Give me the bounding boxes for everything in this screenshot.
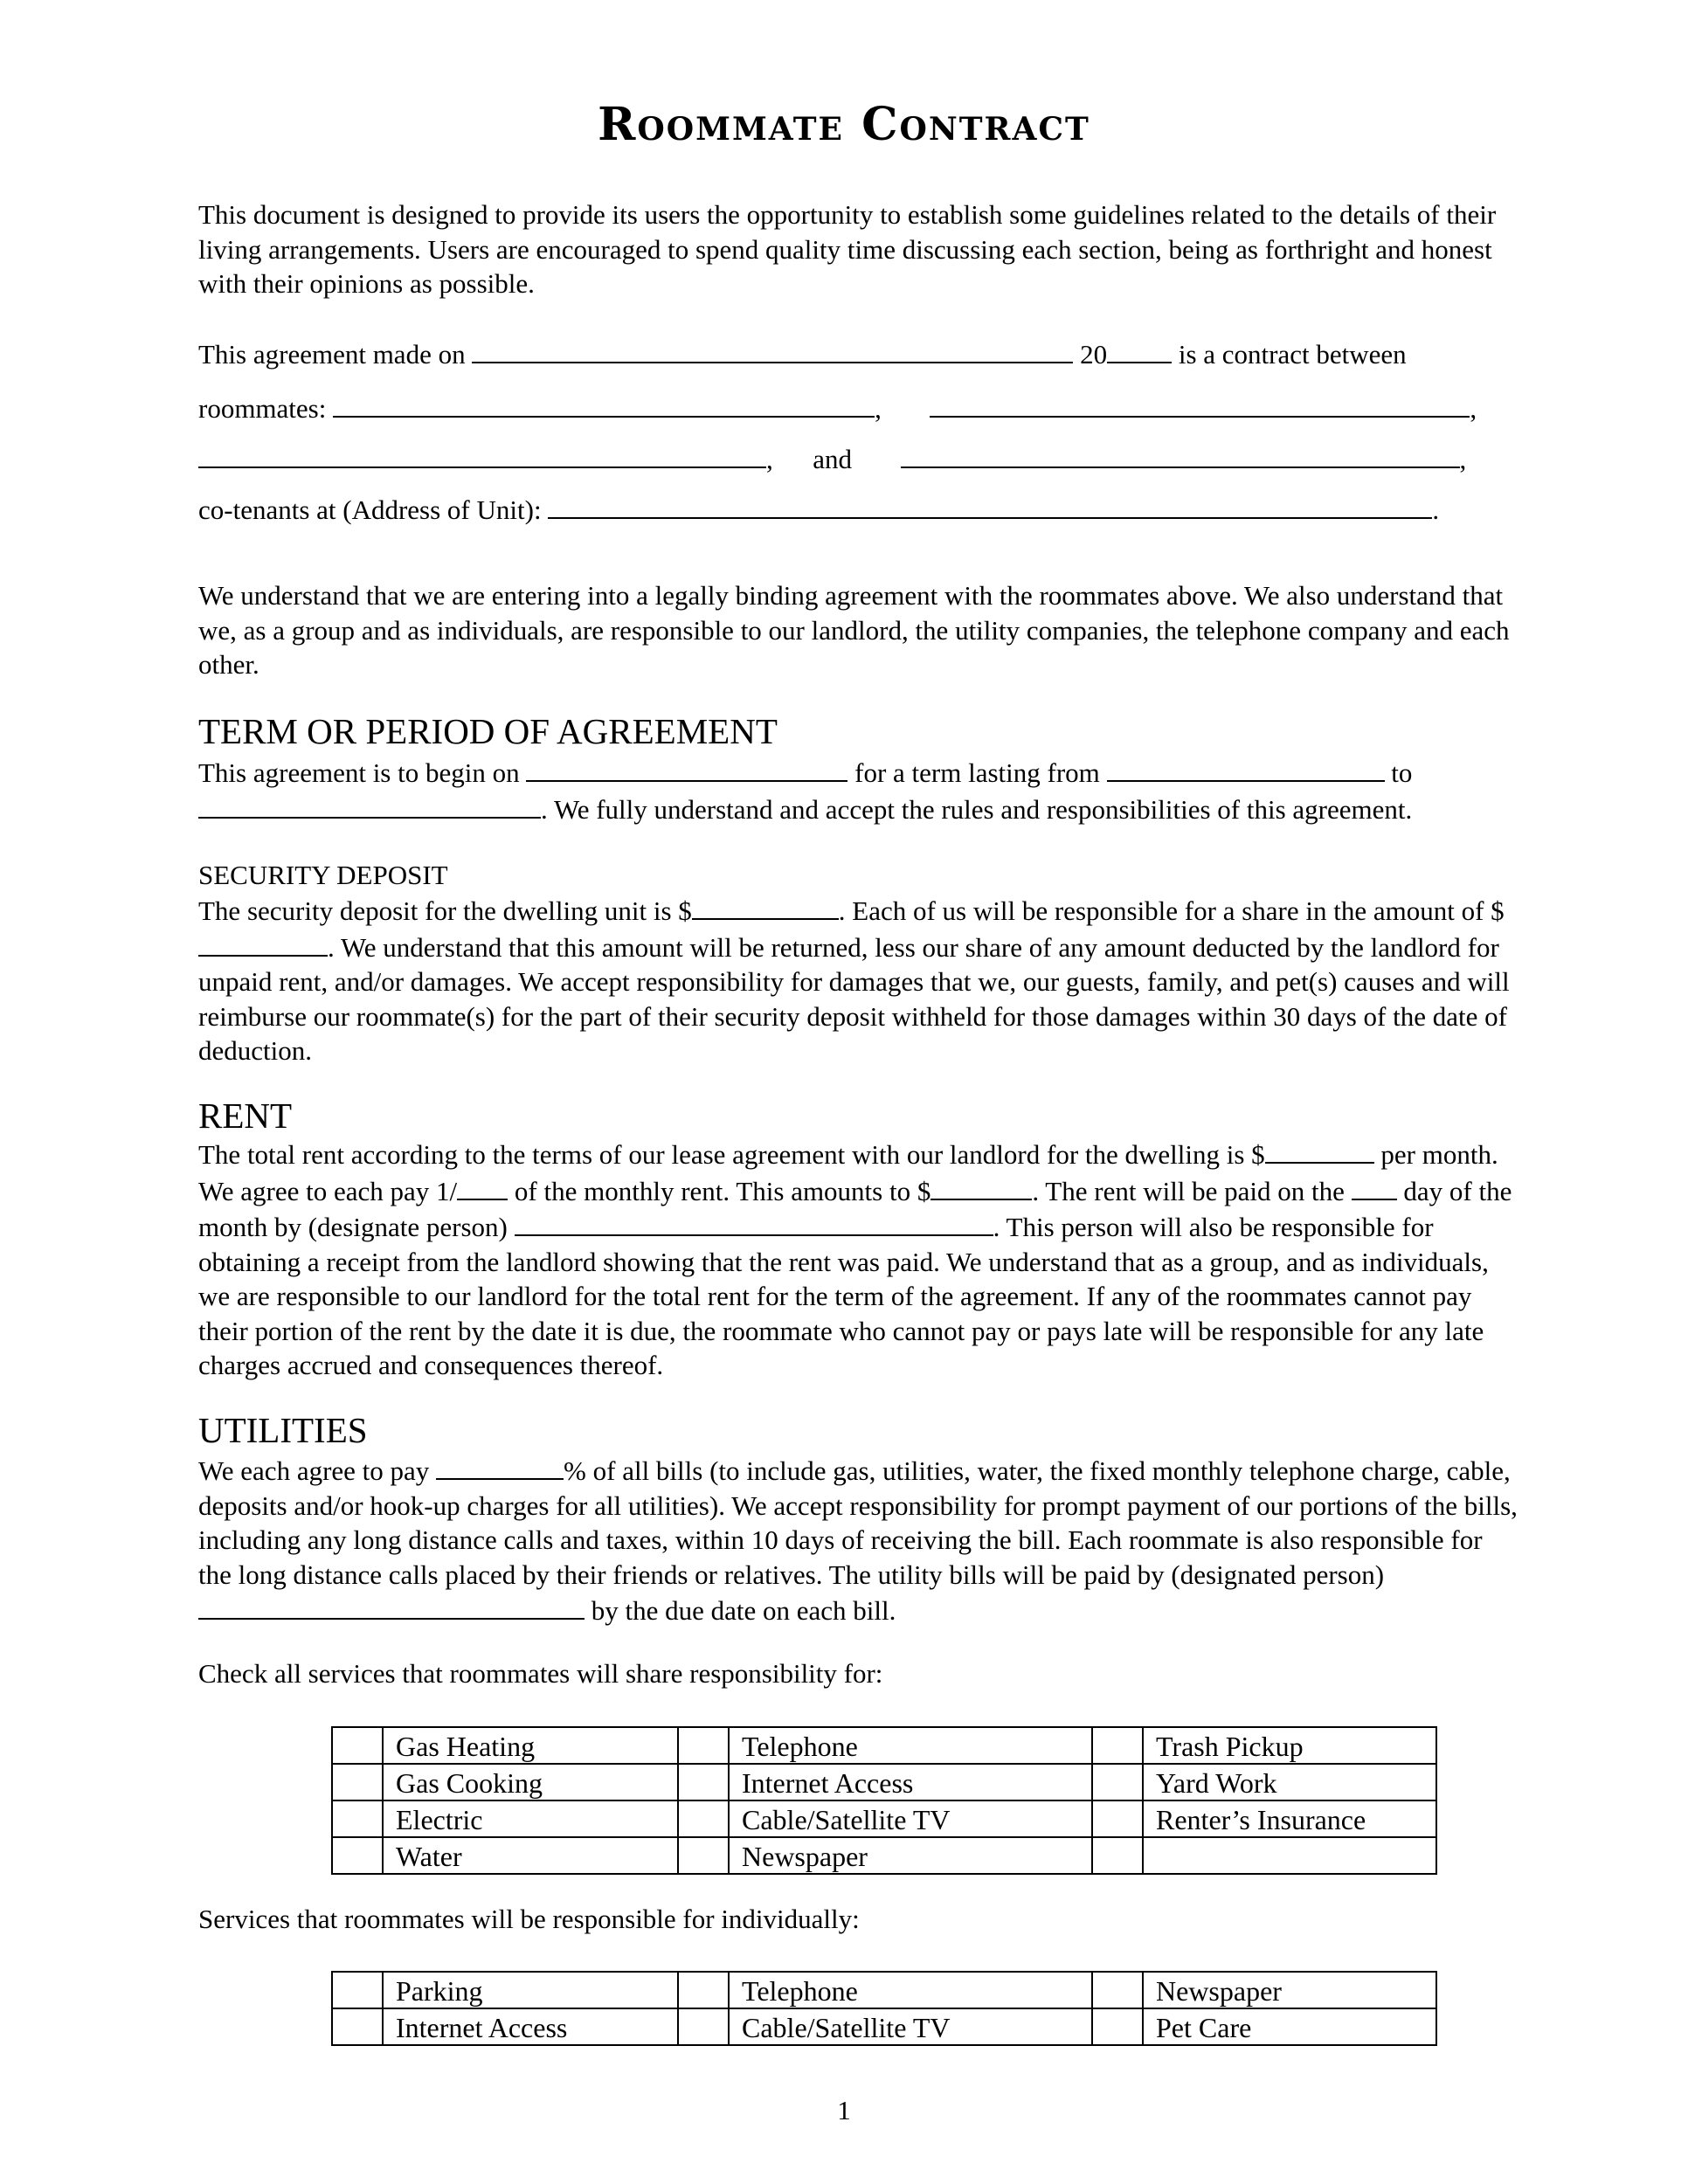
comma-separator: , <box>1470 393 1477 424</box>
service-checkbox[interactable] <box>678 1727 729 1764</box>
service-label: Newspaper <box>729 1837 1092 1874</box>
service-checkbox[interactable] <box>332 1764 383 1800</box>
contract-between-label: is a contract between <box>1178 339 1407 370</box>
deposit-text-1: The security deposit for the dwelling unit is $ <box>198 895 692 926</box>
service-label: Newspaper <box>1143 1972 1436 2008</box>
shared-services-caption: Check all services that roommates will share responsibility for: <box>198 1658 883 1689</box>
term-begin-label: This agreement is to begin on <box>198 757 520 788</box>
deposit-text-3: . We understand that this amount will be returned, less our share of any amount deducted by the landlord for unpaid rent, and/or damages. We accept responsibility for damages that we, our guests, family, and pet(s) causes and will reimburse our roommate(s) for the part of their security deposit withheld for those damages within 30 days of the date of deduction. <box>198 931 1510 1066</box>
utilities-text-3: by the due date on each bill. <box>585 1595 896 1626</box>
deposit-text-2: . Each of us will be responsible for a share in the amount of $ <box>838 895 1505 926</box>
service-label: Parking <box>383 1972 678 2008</box>
agreement-date-field[interactable] <box>472 335 1073 363</box>
service-checkbox[interactable] <box>678 1972 729 2008</box>
service-checkbox[interactable] <box>1092 1727 1143 1764</box>
address-line <box>198 491 1439 528</box>
roommate-4-field[interactable] <box>901 440 1460 468</box>
service-label <box>1143 1837 1436 1874</box>
table-row <box>332 2008 1436 2045</box>
roommate-1-field[interactable] <box>333 390 875 418</box>
year-field[interactable] <box>1107 335 1172 363</box>
service-label: Electric <box>383 1800 678 1837</box>
service-label: Telephone <box>729 1727 1092 1764</box>
utilities-text-1: We each agree to pay <box>198 1455 437 1486</box>
service-checkbox[interactable] <box>1092 1800 1143 1837</box>
rent-person-field[interactable] <box>515 1208 993 1236</box>
service-label: Telephone <box>729 1972 1092 2008</box>
service-label: Cable/Satellite TV <box>729 1800 1092 1837</box>
service-label: Internet Access <box>729 1764 1092 1800</box>
utilities-text-2: % of all bills (to include gas, utilities, water, the fixed monthly telephone charge, cable, deposits and/or hook-up charges for all utilities). We accept responsibility for prompt payment of our portions of the bills, including any long distance calls and taxes, within 10 days of receiving the bill. Each roommate is also responsible for the long distance calls placed by their friends or relatives. The utility bills will be paid by (designated person) <box>198 1455 1518 1590</box>
rent-day-field[interactable] <box>1352 1172 1397 1200</box>
rent-total-field[interactable] <box>1265 1136 1374 1164</box>
roommate-2-field[interactable] <box>930 390 1470 418</box>
rent-share-field[interactable] <box>930 1172 1032 1200</box>
service-label: Internet Access <box>383 2008 678 2045</box>
service-checkbox[interactable] <box>678 2008 729 2045</box>
utilities-heading: UTILITIES <box>198 1410 368 1450</box>
rent-text-5: day of the month by (designate person) <box>198 1175 1512 1242</box>
year-prefix-label: 20 <box>1080 339 1108 370</box>
service-label: Gas Heating <box>383 1727 678 1764</box>
address-field[interactable] <box>548 491 1432 519</box>
term-to-field[interactable] <box>198 791 541 819</box>
rent-fraction-field[interactable] <box>457 1172 508 1200</box>
agreement-made-on-label: This agreement made on <box>198 339 466 370</box>
agreement-date-line <box>198 335 1407 372</box>
service-label: Renter’s Insurance <box>1143 1800 1436 1837</box>
service-checkbox[interactable] <box>678 1837 729 1874</box>
cotenants-address-label: co-tenants at (Address of Unit): <box>198 494 542 525</box>
individual-services-table <box>331 1971 1437 2046</box>
utilities-person-field[interactable] <box>198 1592 585 1620</box>
shared-services-table <box>331 1726 1437 1875</box>
and-label: and <box>813 444 853 474</box>
service-checkbox[interactable] <box>678 1764 729 1800</box>
service-checkbox[interactable] <box>332 1837 383 1874</box>
service-label: Water <box>383 1837 678 1874</box>
deposit-amount-field[interactable] <box>692 892 839 920</box>
service-label: Pet Care <box>1143 2008 1436 2045</box>
comma-separator: , <box>875 393 882 424</box>
table-row <box>332 1972 1436 2008</box>
table-row <box>332 1764 1436 1800</box>
term-from-field[interactable] <box>1107 754 1385 782</box>
rent-text-1: The total rent according to the terms of our lease agreement with our landlord for the dwelling is $ <box>198 1139 1265 1170</box>
period-mark: . <box>1432 494 1440 525</box>
page-title: Roommate Contract <box>598 98 1090 151</box>
security-deposit-heading: SECURITY DEPOSIT <box>198 860 448 890</box>
rent-heading: RENT <box>198 1095 293 1136</box>
service-label: Cable/Satellite TV <box>729 2008 1092 2045</box>
rent-text-6: . This person will also be responsible for obtaining a receipt from the landlord showing that the rent was paid. We understand that as a group, and as individuals, we are responsible to our landlord for the total rent for the term of the agreement. If any of the roommates cannot pay their portion of the rent by the date it is due, the roommate who cannot pay or pays late will be responsible for any late charges accrued and consequences thereof. <box>198 1212 1489 1380</box>
rent-text-4: . The rent will be paid on the <box>1032 1175 1352 1206</box>
roommates-label: roommates: <box>198 393 327 424</box>
comma-separator: , <box>1459 444 1467 474</box>
comma-separator: , <box>766 444 773 474</box>
service-checkbox[interactable] <box>1092 1764 1143 1800</box>
utilities-paragraph <box>198 1452 1518 1628</box>
intro-paragraph: This document is designed to provide its users the opportunity to establish some guidelines related to the details of their living arrangements. Users are encouraged to spend quality time discussing each section, being as forthright and honest with their opinions as possible. <box>198 199 1497 299</box>
table-row <box>332 1800 1436 1837</box>
term-to-label: to <box>1391 757 1413 788</box>
understand-paragraph: We understand that we are entering into a legally binding agreement with the roommates above. We also understand that we, as a group and as individuals, are responsible to our landlord, the utility companies, the telephone company and each other. <box>198 580 1510 680</box>
term-heading: TERM OR PERIOD OF AGREEMENT <box>198 711 778 751</box>
service-checkbox[interactable] <box>332 1800 383 1837</box>
service-checkbox[interactable] <box>332 1972 383 2008</box>
service-checkbox[interactable] <box>1092 1972 1143 2008</box>
service-label: Yard Work <box>1143 1764 1436 1800</box>
security-deposit-paragraph <box>198 892 1518 1068</box>
term-accept-text: . We fully understand and accept the rules and responsibilities of this agreement. <box>541 793 1413 825</box>
utilities-percent-field[interactable] <box>436 1452 564 1480</box>
term-paragraph <box>198 754 1518 826</box>
term-begin-field[interactable] <box>526 754 847 782</box>
roommates-line-2 <box>198 440 1466 477</box>
table-row <box>332 1837 1436 1874</box>
term-lasting-label: for a term lasting from <box>854 757 1100 788</box>
individual-services-caption: Services that roommates will be responsible for individually: <box>198 1904 860 1934</box>
service-checkbox[interactable] <box>332 2008 383 2045</box>
rent-text-2: per month. We agree to each pay 1/ <box>198 1139 1498 1206</box>
roommate-3-field[interactable] <box>198 440 766 468</box>
service-checkbox[interactable] <box>1092 1837 1143 1874</box>
page-number: 1 <box>837 2095 851 2125</box>
rent-paragraph <box>198 1136 1518 1383</box>
service-checkbox[interactable] <box>1092 2008 1143 2045</box>
service-label: Trash Pickup <box>1143 1727 1436 1764</box>
rent-text-3: of the monthly rent. This amounts to $ <box>508 1175 931 1206</box>
deposit-share-field[interactable] <box>198 929 328 957</box>
service-checkbox[interactable] <box>678 1800 729 1837</box>
service-label: Gas Cooking <box>383 1764 678 1800</box>
service-checkbox[interactable] <box>332 1727 383 1764</box>
roommates-line-1 <box>198 390 1477 426</box>
table-row <box>332 1727 1436 1764</box>
